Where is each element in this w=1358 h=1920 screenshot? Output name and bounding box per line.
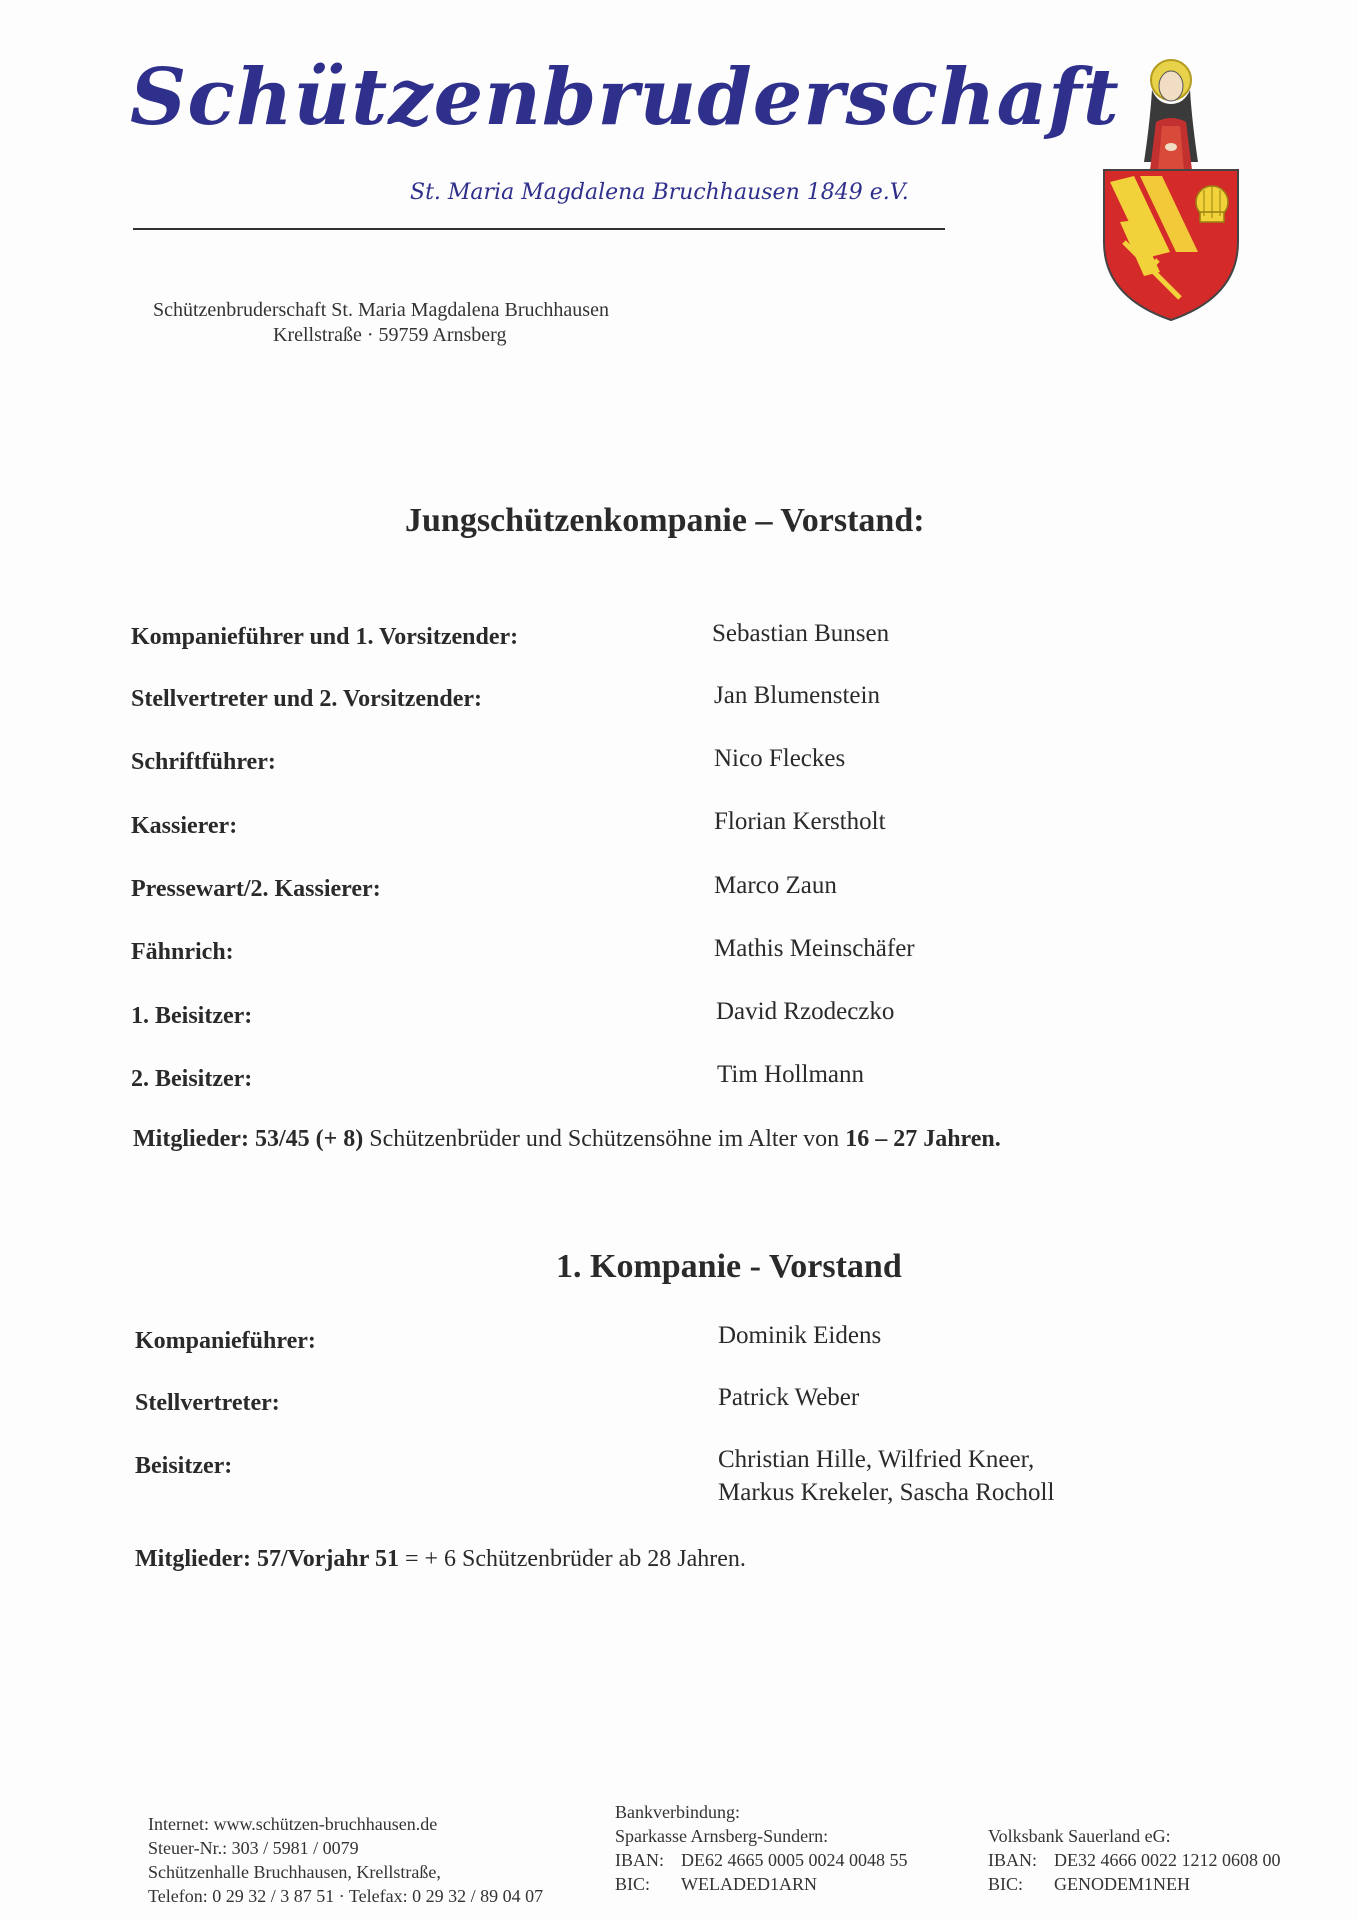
members-label: Mitglieder: 53/45 (+ 8)	[133, 1126, 364, 1152]
member-name-continued: Markus Krekeler, Sascha Rocholl	[718, 1479, 1055, 1506]
member-name: Florian Kerstholt	[714, 808, 886, 835]
member-name: Mathis Meinschäfer	[714, 935, 915, 962]
role-label: Schriftführer:	[131, 749, 276, 775]
members-age-range: 16 – 27 Jahren.	[845, 1126, 1001, 1152]
kompanie1-heading: 1. Kompanie - Vorstand	[556, 1248, 902, 1285]
role-label: Pressewart/2. Kassierer:	[131, 876, 381, 902]
iban-label: IBAN:	[988, 1850, 1037, 1870]
member-name: Marco Zaun	[714, 872, 837, 899]
members-label: Mitglieder: 57/Vorjahr 51	[135, 1546, 399, 1572]
member-name: Tim Hollmann	[717, 1061, 865, 1088]
footer-bank-name: Sparkasse Arnsberg-Sundern:	[615, 1826, 829, 1846]
iban-value: DE32 4666 0022 1212 0608 00	[1054, 1850, 1281, 1870]
member-name: Dominik Eidens	[718, 1322, 882, 1349]
member-name: Nico Fleckes	[714, 745, 846, 772]
footer-bank-volksbank	[988, 1824, 1281, 1896]
sender-line-1: Schützenbruderschaft St. Maria Magdalena Bruchhausen	[153, 299, 609, 321]
footer-contact	[148, 1812, 543, 1908]
role-label: 2. Beisitzer:	[131, 1066, 253, 1092]
footer-bank-heading: Bankverbindung:	[615, 1802, 740, 1822]
role-label: Stellvertreter und 2. Vorsitzender:	[131, 686, 483, 712]
jungschuetzen-heading: Jungschützenkompanie – Vorstand:	[405, 502, 925, 539]
footer-hall-address: Schützenhalle Bruchhausen, Krellstraße,	[148, 1862, 441, 1882]
role-label: Fähnrich:	[131, 939, 234, 965]
role-label: Beisitzer:	[135, 1453, 233, 1479]
member-name: Christian Hille, Wilfried Kneer,	[718, 1446, 1035, 1473]
role-label: Stellvertreter:	[135, 1390, 280, 1416]
role-label: Kassierer:	[131, 813, 238, 839]
letterhead-title: Schützenbruderschaft	[130, 52, 1120, 143]
bic-value: WELADED1ARN	[681, 1874, 817, 1894]
role-label: 1. Beisitzer:	[131, 1003, 253, 1029]
sender-line-2: Krellstraße · 59759 Arnsberg	[273, 324, 507, 346]
coat-of-arms-icon	[1100, 52, 1242, 322]
iban-value: DE62 4665 0005 0024 0048 55	[681, 1850, 908, 1870]
role-label: Kompanieführer und 1. Vorsitzender:	[131, 624, 519, 650]
role-label: Kompanieführer:	[135, 1328, 316, 1354]
members-text: Schützenbrüder und Schützensöhne im Alter von	[363, 1126, 846, 1152]
footer-bank-name: Volksbank Sauerland eG:	[988, 1826, 1171, 1846]
letterhead-rule	[133, 228, 945, 230]
footer-bank-sparkasse	[615, 1800, 908, 1896]
bic-label: BIC:	[615, 1874, 651, 1894]
member-name: David Rzodeczko	[716, 998, 895, 1025]
member-name: Patrick Weber	[718, 1384, 860, 1411]
letterhead-subtitle: St. Maria Magdalena Bruchhausen 1849 e.V.	[410, 180, 909, 205]
footer-tax-number: Steuer-Nr.: 303 / 5981 / 0079	[148, 1838, 359, 1858]
footer-internet: Internet: www.schützen-bruchhausen.de	[148, 1814, 438, 1834]
kompanie1-members	[135, 1546, 746, 1573]
iban-label: IBAN:	[615, 1850, 664, 1870]
jungschuetzen-members	[133, 1126, 1001, 1153]
bic-value: GENODEM1NEH	[1054, 1874, 1190, 1894]
members-text: = + 6 Schützenbrüder ab 28 Jahren.	[398, 1546, 746, 1572]
bic-label: BIC:	[988, 1874, 1024, 1894]
member-name: Jan Blumenstein	[714, 682, 880, 709]
footer-phone: Telefon: 0 29 32 / 3 87 51 · Telefax: 0 29 32 / 89 04 07	[148, 1886, 544, 1906]
sender-address	[153, 298, 609, 348]
member-name: Sebastian Bunsen	[712, 620, 890, 647]
